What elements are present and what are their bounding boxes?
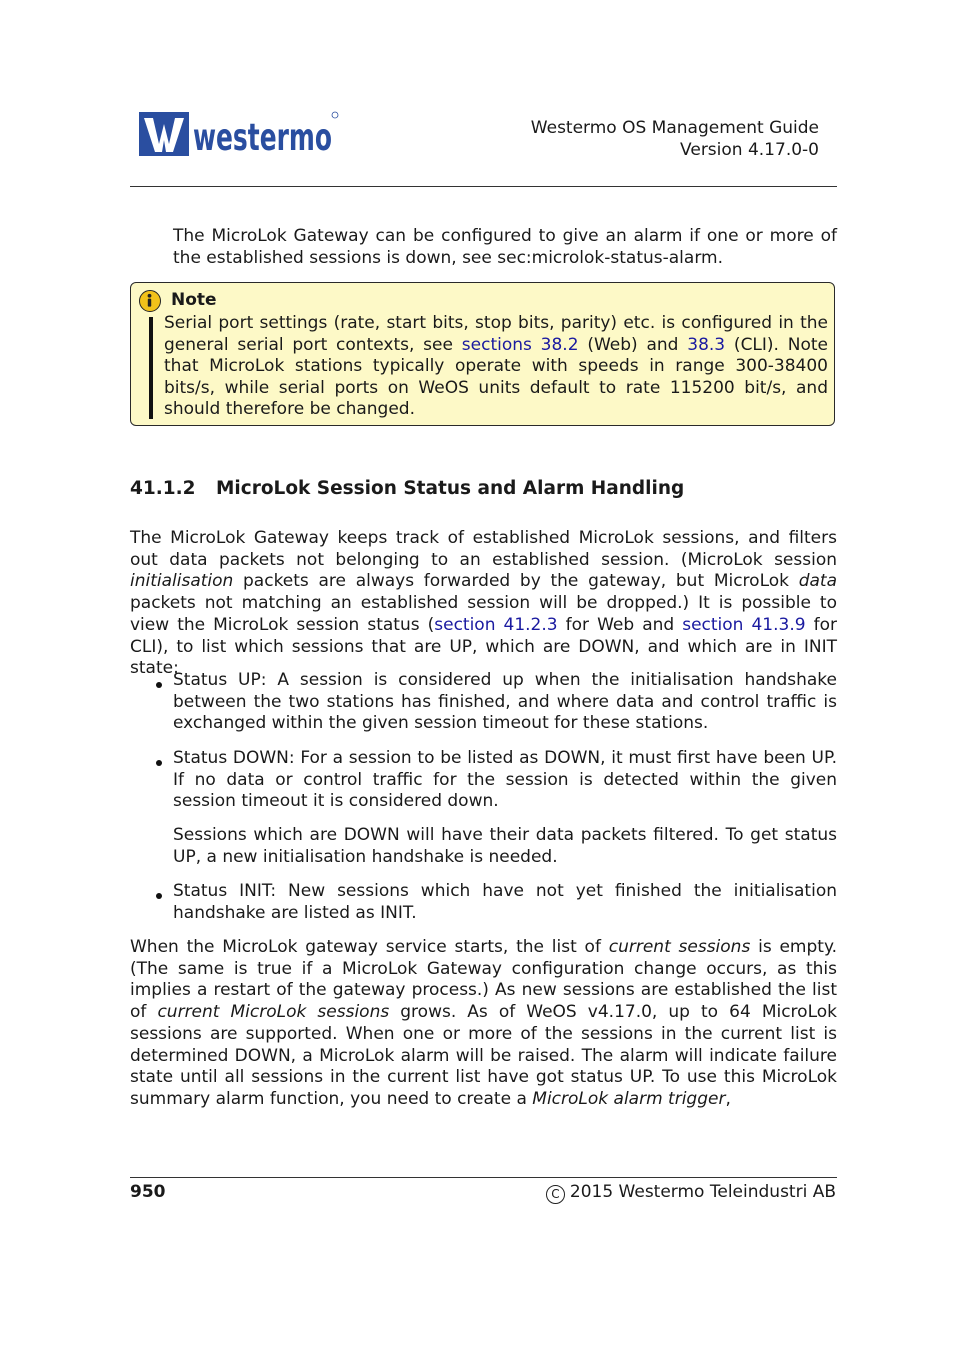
list-item: Status UP: A session is considered up when the initialisation handshake between the two stations has finished, and where data and control traffic is exchanged within the given session timeout for these stations. [173, 670, 837, 734]
link-section-41-3-9[interactable]: section 41.3.9 [682, 614, 806, 635]
body-text-part: for Web and [557, 614, 683, 635]
body-text-part: packets are always forwarded by the gateway, but MicroLok [233, 571, 799, 592]
body-text-part: is empty. (The same is true if a MicroLok Gateway configuration change occurs, as this implies a restart of the gateway process.) As new sessions are established the list of [130, 937, 837, 1023]
copyright-text: 2015 Westermo Teleindustri AB [569, 1182, 836, 1202]
copyright-notice [546, 1182, 836, 1204]
list-item-continuation: Sessions which are DOWN will have their data packets filtered. To get status UP, a new initialisation handshake is needed. [173, 825, 837, 867]
document-header [531, 117, 819, 161]
copyright-icon: C [546, 1185, 565, 1204]
link-section-38-3[interactable]: 38.3 [687, 334, 726, 355]
intro-paragraph: The MicroLok Gateway can be configured to give an alarm if one or more of the established sessions is down, see sec:microlok-status-alarm. [173, 226, 837, 268]
body-text-part: When the MicroLok gateway service starts, the list of [130, 937, 609, 957]
body-paragraph-1 [130, 528, 837, 680]
note-text-part: Serial port settings (rate, start bits, stop bits, parity) etc. is configured in the general serial port contexts, see [164, 313, 828, 355]
list-item: Status DOWN: For a session to be listed as DOWN, it must first have been UP. If no data or control traffic for the session is detected within the given session timeout it is considered down. [173, 748, 837, 812]
body-text-part: grows. As of WeOS v4.17.0, up to 64 MicroLok sessions are supported. When one or more of the sessions in the current list is determined DOWN, a MicroLok alarm will be raised. The alarm will indicate failure state until all sessions in the current list have got status UP. To use this MicroLok summary alarm function, you need to create a [130, 1002, 837, 1109]
guide-version: Version 4.17.0-0 [680, 140, 819, 160]
bullet-icon [156, 893, 162, 899]
westermo-logo [139, 110, 339, 158]
section-number: 41.1.2 [130, 478, 196, 499]
section-title: MicroLok Session Status and Alarm Handling [216, 478, 685, 499]
logo-wordmark: westermo [193, 116, 332, 159]
body-emphasis: initialisation [130, 571, 234, 592]
section-heading [130, 478, 684, 499]
body-emphasis: MicroLok alarm trigger [532, 1088, 726, 1109]
note-text-part: (Web) and [578, 334, 688, 355]
link-sections-38-2[interactable]: sections 38.2 [461, 334, 579, 355]
note-bar [149, 317, 153, 419]
page-number: 950 [130, 1182, 166, 1202]
body-text-part: , [725, 1088, 731, 1109]
link-section-41-2-3[interactable]: section 41.2.3 [434, 614, 558, 635]
note-text-part: (CLI). Note that MicroLok stations typically operate with speeds in range 300-38400 bits/s, while serial ports on WeOS units default to rate 115200 bit/s, and should therefore be changed. [164, 334, 829, 420]
note-title: Note [171, 290, 217, 310]
footer-divider [130, 1177, 837, 1178]
body-emphasis: current MicroLok sessions [157, 1002, 390, 1023]
body-paragraph-2 [130, 937, 837, 1111]
body-text-part: for CLI), to list which sessions that are UP, which are DOWN, and which are in INIT state: [130, 614, 838, 679]
body-emphasis: current sessions [608, 937, 751, 957]
body-text-part: The MicroLok Gateway keeps track of established MicroLok sessions, and filters out data packets not belonging to an established session. (MicroLok session [130, 528, 837, 570]
note-box [130, 282, 835, 426]
info-icon [139, 290, 161, 312]
header-divider [130, 186, 837, 187]
list-item: Status INIT: New sessions which have not yet finished the initialisation handshake are listed as INIT. [173, 881, 837, 923]
guide-title: Westermo OS Management Guide [530, 118, 819, 138]
registered-mark-icon [332, 112, 338, 118]
bullet-icon [156, 682, 162, 688]
body-emphasis: data [798, 571, 837, 592]
body-text-part: packets not matching an established session will be dropped.) It is possible to view the MicroLok session status ( [130, 593, 837, 635]
bullet-icon [156, 760, 162, 766]
note-text [164, 313, 828, 421]
